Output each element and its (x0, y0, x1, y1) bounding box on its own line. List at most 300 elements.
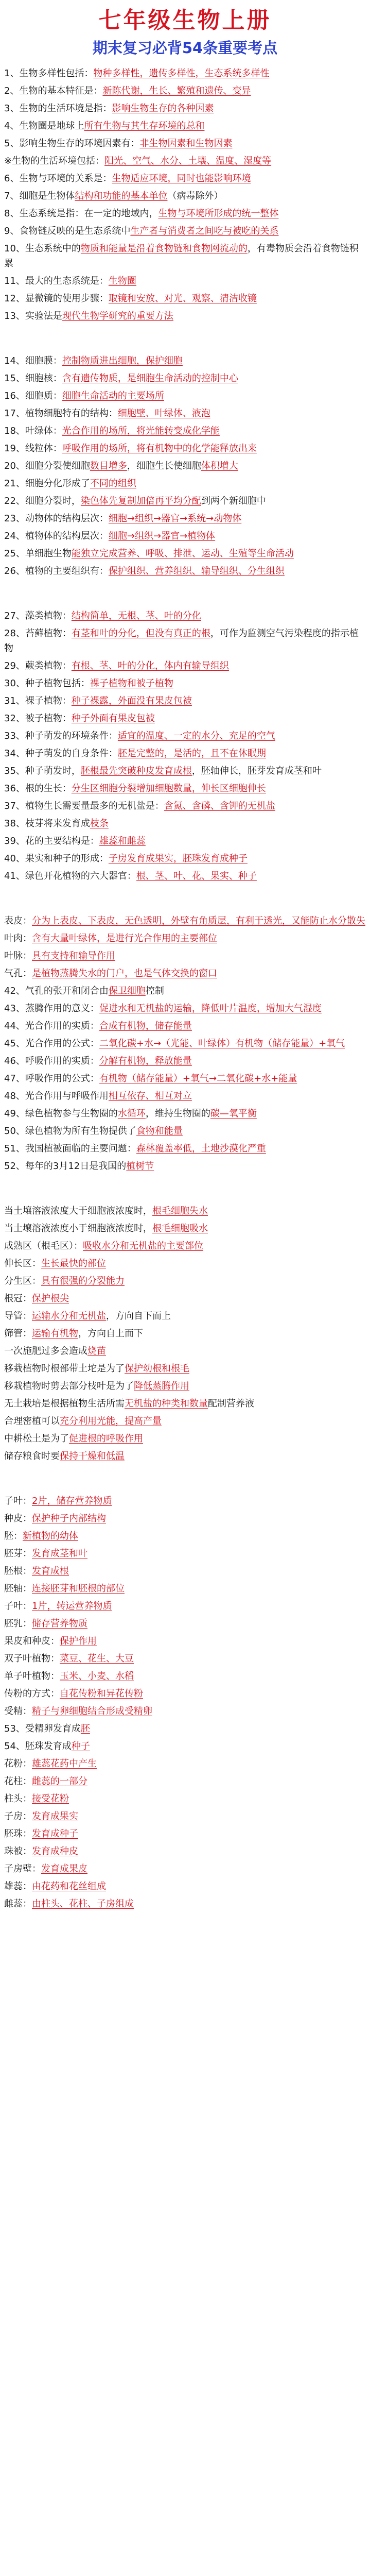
highlighted-answer: 相互依存、相互对立 (108, 1091, 192, 1101)
highlighted-answer: 适宜的温度、一定的水分、充足的空气 (117, 731, 275, 741)
knowledge-point (4, 984, 366, 998)
prompt-text: 胚轴： (4, 1583, 32, 1594)
prompt-text: 49、绿色植物参与生物圈的 (4, 1108, 118, 1119)
prompt-text: 中耕松土是为了 (4, 1433, 69, 1444)
prompt-text: 39、花的主要结构是： (4, 836, 99, 846)
prompt-text: 50、绿色植物为所有生物提供了 (4, 1126, 136, 1137)
prompt-text: 子房： (4, 1811, 32, 1822)
knowledge-point (4, 1291, 366, 1306)
knowledge-point (4, 371, 366, 386)
highlighted-answer: 连接胚芽和胚根的部位 (32, 1583, 125, 1594)
knowledge-point (4, 1581, 366, 1596)
prompt-text: 42、气孔的张开和闭合由 (4, 986, 109, 996)
highlighted-answer: 子房发育成果实，胚珠发育成种子 (108, 853, 248, 864)
prompt-text: 35、种子萌发时， (4, 766, 81, 776)
highlighted-answer: 促进水和无机盐的运输，降低叶片温度，增加大气湿度 (99, 1003, 322, 1014)
knowledge-point (4, 423, 366, 438)
prompt-text: 配制营养液 (208, 1398, 254, 1409)
knowledge-point (4, 746, 366, 761)
highlighted-answer: 取镜和安放、对光、观察、清洁收镜 (108, 293, 257, 304)
prompt-text: 种皮： (4, 1513, 32, 1524)
prompt-text: 30、种子植物包括： (4, 678, 90, 689)
knowledge-point (4, 154, 366, 168)
highlighted-answer: 发育成根 (32, 1566, 69, 1577)
knowledge-point (4, 966, 366, 981)
content-section (4, 1204, 366, 1464)
prompt-text: 储存粮食时要 (4, 1451, 60, 1462)
highlighted-answer: 控制物质进出细胞，保护细胞 (62, 355, 183, 366)
knowledge-point (4, 626, 366, 656)
highlighted-answer: 2片，储存营养物质 (32, 1496, 112, 1506)
knowledge-point (4, 658, 366, 673)
prompt-text: 胚珠： (4, 1828, 32, 1839)
prompt-text: 24、植物体的结构层次： (4, 531, 109, 541)
knowledge-point (4, 1546, 366, 1561)
prompt-text: 12、显微镜的使用步骤： (4, 293, 109, 304)
highlighted-answer: 保持干燥和低温 (60, 1451, 125, 1462)
highlighted-answer: 生长最快的部位 (41, 1258, 106, 1269)
highlighted-answer: 生物适应环境，同时也能影响环境 (112, 173, 251, 184)
highlighted-answer: 雌蕊的一部分 (32, 1776, 87, 1787)
knowledge-point (4, 546, 366, 561)
highlighted-answer: 保护作用 (60, 1636, 97, 1647)
prompt-text: 16、细胞质： (4, 391, 62, 401)
knowledge-point (4, 1686, 366, 1701)
highlighted-answer: 1片，转运营养物质 (32, 1601, 112, 1612)
content-section (4, 913, 366, 1174)
highlighted-answer: 物质和能量是沿着食物链和食物网流动的 (80, 243, 248, 254)
highlighted-answer: 光合作用的场所，将光能转变成化学能 (62, 426, 220, 436)
highlighted-answer: 胚是完整的，是活的，且不在休眠期 (117, 748, 266, 759)
knowledge-point (4, 676, 366, 691)
prompt-text: 6、生物与环境的关系是： (4, 173, 112, 184)
highlighted-answer: 具有支持和输导作用 (32, 951, 115, 961)
knowledge-point (4, 441, 366, 456)
prompt-text: 成熟区（根毛区）： (4, 1241, 83, 1251)
prompt-text: 子房壁： (4, 1863, 41, 1874)
prompt-text: 14、细胞膜： (4, 355, 62, 366)
highlighted-answer: 枝条 (90, 818, 109, 829)
highlighted-answer: 含有大量叶绿体，是进行光合作用的主要部位 (32, 933, 217, 944)
highlighted-answer: 发育成种皮 (32, 1846, 78, 1857)
knowledge-point (4, 564, 366, 579)
highlighted-answer: 接受花粉 (32, 1793, 69, 1804)
prompt-text: 45、光合作用的公式： (4, 1038, 99, 1049)
knowledge-point (4, 1669, 366, 1684)
knowledge-point (4, 1361, 366, 1376)
prompt-text: 胚乳： (4, 1618, 32, 1629)
highlighted-answer: 植树节 (126, 1161, 154, 1172)
highlighted-answer: 阳光、空气、水分、土壤、温度、湿度等 (104, 156, 272, 166)
knowledge-point (4, 118, 366, 133)
knowledge-point (4, 1141, 366, 1156)
knowledge-point (4, 1054, 366, 1069)
highlighted-answer: 含氮、含磷、含钾的无机盐 (164, 801, 275, 811)
prompt-text: ，方向自下而上 (106, 1311, 171, 1321)
prompt-text: 花柱： (4, 1776, 32, 1787)
knowledge-point (4, 353, 366, 368)
highlighted-answer: 新植物的幼体 (23, 1531, 78, 1541)
highlighted-answer: 根、茎、叶、花、果实、种子 (136, 871, 257, 882)
highlighted-answer: 种子外面有果皮包被 (71, 713, 155, 724)
page-title: 七年级生物上册 (98, 7, 272, 33)
prompt-text: 移栽植物时剪去部分枝叶是为了 (4, 1381, 134, 1392)
prompt-text: ，细胞生长使细胞 (127, 461, 201, 471)
highlighted-answer: 二氧化碳+水→（光能、叶绿体）有机物（储存能量）+氧气 (99, 1038, 345, 1049)
content-sections (4, 66, 366, 1911)
prompt-text: 11、最大的生态系统是： (4, 276, 109, 286)
knowledge-point (4, 1396, 366, 1411)
highlighted-answer: 结构和功能的基本单位 (75, 191, 168, 201)
prompt-text: 3、生物的生活环境是指： (4, 103, 112, 114)
prompt-text: ※生物的生活环境包括： (4, 156, 105, 166)
highlighted-answer: 储存营养物质 (32, 1618, 87, 1629)
knowledge-point (4, 309, 366, 324)
highlighted-answer: 细胞→组织→器官→系统→动物体 (108, 513, 242, 524)
knowledge-point (4, 494, 366, 509)
highlighted-answer: 碳—氧平衡 (210, 1108, 257, 1119)
highlighted-answer: 吸收水分和无机盐的主要部位 (83, 1241, 203, 1251)
knowledge-point (4, 764, 366, 778)
highlighted-answer: 生物圈 (108, 276, 136, 286)
prompt-text: ，维持生物圈的 (145, 1108, 210, 1119)
prompt-text: 23、动物体的结构层次： (4, 513, 109, 524)
prompt-text: 5、影响生物生存的环境因素有： (4, 138, 140, 149)
content-section (4, 66, 366, 324)
knowledge-point (4, 189, 366, 204)
knowledge-point (4, 1124, 366, 1139)
knowledge-point (4, 1896, 366, 1911)
highlighted-answer: 无机盐的种类和数量 (125, 1398, 208, 1409)
highlighted-answer: 种子 (71, 1741, 90, 1752)
prompt-text: 胚根： (4, 1566, 32, 1577)
highlighted-answer: 呼吸作用的场所，将有机物中的化学能释放出来 (62, 443, 257, 454)
knowledge-point (4, 799, 366, 814)
highlighted-answer: 具有很强的分裂能力 (41, 1276, 125, 1286)
prompt-text: 53、受精卵发育成 (4, 1723, 81, 1734)
prompt-text: 4、生物圈是地球上 (4, 121, 84, 131)
knowledge-point (4, 1344, 366, 1359)
content-section (4, 608, 366, 884)
knowledge-point (4, 1564, 366, 1579)
knowledge-point (4, 1529, 366, 1544)
highlighted-answer: 含有遗传物质，是细胞生命活动的控制中心 (62, 373, 238, 384)
knowledge-point (4, 1089, 366, 1104)
highlighted-answer: 保护幼根和根毛 (125, 1363, 189, 1374)
knowledge-point (4, 1774, 366, 1789)
highlighted-answer: 根毛细胞吸水 (152, 1223, 208, 1234)
prompt-text: 分生区： (4, 1276, 41, 1286)
prompt-text: 1、生物多样性包括： (4, 68, 94, 79)
highlighted-answer: 根毛细胞失水 (152, 1206, 208, 1216)
knowledge-point (4, 291, 366, 306)
knowledge-point (4, 1239, 366, 1253)
content-section (4, 353, 366, 579)
highlighted-answer: 能独立完成营养、呼吸、排泄、运动、生殖等生命活动 (71, 548, 294, 559)
prompt-text: 22、细胞分裂时， (4, 496, 81, 506)
prompt-text: 筛管： (4, 1328, 32, 1339)
knowledge-point (4, 206, 366, 221)
knowledge-point (4, 1826, 366, 1841)
knowledge-point (4, 711, 366, 726)
knowledge-point (4, 1106, 366, 1121)
highlighted-answer: 合成有机物，储存能量 (99, 1021, 192, 1031)
highlighted-answer: 裸子植物和被子植物 (90, 678, 173, 689)
knowledge-point (4, 274, 366, 289)
highlighted-answer: 分为上表皮、下表皮，无色透明，外壁有角质层，有利于透光，又能防止水分散失 (32, 916, 365, 926)
prompt-text: 当土壤溶液浓度小于细胞液浓度时， (4, 1223, 152, 1234)
highlighted-answer: 促进根的呼吸作用 (69, 1433, 143, 1444)
prompt-text: 柱头： (4, 1793, 32, 1804)
knowledge-point (4, 136, 366, 151)
prompt-text: ，可作为监测空气污染程度的指示植物 (4, 628, 359, 654)
page-subtitle: 期末复习必背54条重要考点 (92, 39, 278, 57)
knowledge-point (4, 931, 366, 946)
prompt-text: ，方向自上而下 (78, 1328, 143, 1339)
highlighted-answer: 保护种子内部结构 (32, 1513, 106, 1524)
highlighted-answer: 体积增大 (201, 461, 238, 471)
prompt-text: 移栽植物时根部带土坨是为了 (4, 1363, 125, 1374)
highlighted-answer: 食物和能量 (136, 1126, 183, 1137)
highlighted-answer: 染色体先复制加倍再平均分配 (80, 496, 201, 506)
highlighted-answer: 发育成果皮 (41, 1863, 87, 1874)
highlighted-answer: 分解有机物，释放能量 (99, 1056, 192, 1066)
prompt-text: 8、生态系统是指：在一定的地域内， (4, 208, 158, 219)
prompt-text: 20、细胞分裂使细胞 (4, 461, 90, 471)
knowledge-point (4, 1704, 366, 1719)
prompt-text: 7、细胞是生物体 (4, 191, 75, 201)
knowledge-point (4, 1739, 366, 1754)
highlighted-answer: 发育成种子 (32, 1828, 78, 1839)
prompt-text: ，胚轴伸长，胚芽发育成茎和叶 (191, 766, 322, 776)
knowledge-point (4, 816, 366, 831)
prompt-text: （病毒除外） (167, 191, 223, 201)
prompt-text: 10、生态系统中的 (4, 243, 81, 254)
prompt-text: 47、呼吸作用的公式： (4, 1073, 99, 1084)
highlighted-answer: 降低蒸腾作用 (134, 1381, 189, 1392)
prompt-text: 34、种子萌发的自身条件： (4, 748, 118, 759)
knowledge-point (4, 1599, 366, 1614)
highlighted-answer: 细胞→组织→器官→植物体 (108, 531, 216, 541)
prompt-text: 21、细胞分化形成了 (4, 478, 90, 489)
highlighted-answer: 水循环 (117, 1108, 146, 1119)
highlighted-answer: 细胞生命活动的主要场所 (62, 391, 164, 401)
knowledge-point (4, 1309, 366, 1324)
prompt-text: 胚芽： (4, 1548, 32, 1559)
highlighted-answer: 运输有机物 (32, 1328, 78, 1339)
knowledge-point (4, 1204, 366, 1218)
prompt-text: 19、线粒体： (4, 443, 62, 454)
knowledge-point (4, 1791, 366, 1806)
prompt-text: 无土栽培是根据植物生活所需 (4, 1398, 125, 1409)
highlighted-answer: 影响生物生存的各种因素 (112, 103, 214, 114)
prompt-text: 52、每年的3月12日是我国的 (4, 1161, 127, 1172)
highlighted-answer: 发育成茎和叶 (32, 1548, 87, 1559)
prompt-text: 9、食物链反映的是生态系统中 (4, 226, 131, 236)
prompt-text: 27、藻类植物： (4, 611, 72, 621)
prompt-text: 单子叶植物： (4, 1671, 60, 1682)
prompt-text: 花粉： (4, 1758, 32, 1769)
knowledge-point (4, 1159, 366, 1174)
highlighted-answer: 有机物（储存能量）+氧气→二氧化碳+水+能量 (99, 1073, 297, 1084)
highlighted-answer: 有茎和叶的分化，但没有真正的根 (71, 628, 210, 639)
prompt-text: 根冠： (4, 1293, 32, 1304)
knowledge-point (4, 1861, 366, 1876)
prompt-text: ，有毒物质会沿着食物链积累 (4, 243, 359, 269)
prompt-text: 48、光合作用与呼吸作用 (4, 1091, 109, 1101)
highlighted-answer: 细胞壁、叶绿体、液泡 (117, 408, 210, 419)
knowledge-point (4, 529, 366, 544)
prompt-text: 40、果实和种子的形成： (4, 853, 109, 864)
prompt-text: 叶脉： (4, 951, 32, 961)
prompt-text: 36、根的生长： (4, 783, 72, 794)
knowledge-point (4, 459, 366, 473)
highlighted-answer: 雄蕊花药中产生 (32, 1758, 97, 1769)
highlighted-answer: 森林覆盖率低，土地沙漠化严重 (136, 1143, 266, 1154)
highlighted-answer: 生物与环境所形成的统一整体 (158, 208, 279, 219)
highlighted-answer: 运输水分和无机盐 (32, 1311, 106, 1321)
knowledge-point (4, 1431, 366, 1446)
prompt-text: 伸长区： (4, 1258, 41, 1269)
knowledge-point (4, 1449, 366, 1464)
knowledge-point (4, 1001, 366, 1016)
knowledge-point (4, 851, 366, 866)
highlighted-answer: 由花药和花丝组成 (32, 1881, 106, 1892)
knowledge-point (4, 241, 366, 271)
knowledge-point (4, 834, 366, 849)
knowledge-point (4, 1071, 366, 1086)
knowledge-point (4, 1634, 366, 1649)
knowledge-point (4, 913, 366, 928)
knowledge-point (4, 101, 366, 116)
highlighted-answer: 现代生物学研究的重要方法 (62, 311, 173, 321)
prompt-text: 雄蕊： (4, 1881, 32, 1892)
knowledge-point (4, 171, 366, 186)
highlighted-answer: 保护根尖 (32, 1293, 69, 1304)
prompt-text: 表皮： (4, 916, 32, 926)
highlighted-answer: 发育成果实 (32, 1811, 78, 1822)
knowledge-point (4, 388, 366, 403)
prompt-text: 28、苔藓植物： (4, 628, 72, 639)
prompt-text: 26、植物的主要组织有： (4, 566, 109, 577)
prompt-text: 一次施肥过多会造成 (4, 1346, 87, 1357)
prompt-text: 46、呼吸作用的实质： (4, 1056, 99, 1066)
knowledge-point (4, 1494, 366, 1509)
highlighted-answer: 物种多样性，遗传多样性，生态系统多样性 (93, 68, 270, 79)
knowledge-point (4, 781, 366, 796)
prompt-text: 25、单细胞生物 (4, 548, 72, 559)
prompt-text: 15、细胞核： (4, 373, 62, 384)
prompt-text: 13、实验法是 (4, 311, 62, 321)
highlighted-answer: 保护组织、营养组织、输导组织、分生组织 (108, 566, 285, 577)
prompt-text: 37、植物生长需要量最多的无机盐是： (4, 801, 164, 811)
highlighted-answer: 数目增多 (90, 461, 127, 471)
prompt-text: 控制 (145, 986, 164, 996)
prompt-text: 54、胚珠发育成 (4, 1741, 72, 1752)
knowledge-point (4, 869, 366, 884)
highlighted-answer: 结构简单，无根、茎、叶的分化 (71, 611, 201, 621)
knowledge-point (4, 693, 366, 708)
prompt-text: 38、枝芽将来发育成 (4, 818, 90, 829)
prompt-text: 43、蒸腾作用的意义： (4, 1003, 99, 1014)
highlighted-answer: 新陈代谢，生长、繁殖和遗传、变异 (102, 86, 251, 96)
knowledge-point (4, 83, 366, 98)
knowledge-point (4, 1809, 366, 1824)
highlighted-answer: 胚根最先突破种皮发育成根 (80, 766, 192, 776)
knowledge-point (4, 608, 366, 623)
prompt-text: 51、我国植被面临的主要问题： (4, 1143, 136, 1154)
prompt-text: 子叶： (4, 1601, 32, 1612)
knowledge-point (4, 406, 366, 421)
prompt-text: 2、生物的基本特征是： (4, 86, 103, 96)
prompt-text: 29、蕨类植物： (4, 660, 72, 671)
prompt-text: 18、叶绿体： (4, 426, 62, 436)
knowledge-point (4, 1844, 366, 1859)
prompt-text: 17、植物细胞特有的结构： (4, 408, 118, 419)
prompt-text: 33、种子萌发的环境条件： (4, 731, 118, 741)
knowledge-point (4, 948, 366, 963)
knowledge-point (4, 728, 366, 743)
highlighted-answer: 自花传粉和异花传粉 (60, 1688, 143, 1699)
highlighted-answer: 所有生物与其生存环境的总和 (84, 121, 205, 131)
prompt-text: 雌蕊： (4, 1899, 32, 1909)
prompt-text: 导管： (4, 1311, 32, 1321)
knowledge-point (4, 1616, 366, 1631)
prompt-text: 当土壤溶液浓度大于细胞液浓度时， (4, 1206, 152, 1216)
prompt-text: 双子叶植物： (4, 1653, 60, 1664)
highlighted-answer: 胚 (80, 1723, 90, 1734)
prompt-text: 果皮和种皮： (4, 1636, 60, 1647)
prompt-text: 41、绿色开花植物的六大器官： (4, 871, 136, 882)
highlighted-answer: 生产者与消费者之间吃与被吃的关系 (130, 226, 279, 236)
prompt-text: 31、裸子植物： (4, 696, 72, 706)
prompt-text: 叶肉： (4, 933, 32, 944)
prompt-text: 32、被子植物： (4, 713, 72, 724)
highlighted-answer: 由柱头、花柱、子房组成 (32, 1899, 134, 1909)
knowledge-point (4, 66, 366, 81)
knowledge-point (4, 1651, 366, 1666)
prompt-text: 珠被： (4, 1846, 32, 1857)
knowledge-point (4, 1511, 366, 1526)
knowledge-point (4, 1036, 366, 1051)
highlighted-answer: 菜豆、花生、大豆 (60, 1653, 134, 1664)
knowledge-point (4, 224, 366, 239)
prompt-text: 合理密植可以 (4, 1416, 60, 1427)
highlighted-answer: 种子裸露，外面没有果皮包被 (71, 696, 192, 706)
knowledge-point (4, 1879, 366, 1894)
highlighted-answer: 雄蕊和雌蕊 (99, 836, 146, 846)
highlighted-answer: 分生区细胞分裂增加细胞数量，伸长区细胞伸长 (71, 783, 266, 794)
prompt-text: 44、光合作用的实质： (4, 1021, 99, 1031)
highlighted-answer: 烧苗 (87, 1346, 106, 1357)
content-section (4, 1494, 366, 1911)
highlighted-answer: 非生物因素和生物因素 (139, 138, 233, 149)
knowledge-point (4, 1326, 366, 1341)
knowledge-point (4, 1756, 366, 1771)
highlighted-answer: 保卫细胞 (108, 986, 146, 996)
prompt-text: 传粉的方式： (4, 1688, 60, 1699)
highlighted-answer: 不同的组织 (90, 478, 136, 489)
highlighted-answer: 有根、茎、叶的分化，体内有输导组织 (71, 660, 229, 671)
knowledge-point (4, 1379, 366, 1394)
knowledge-point (4, 1221, 366, 1236)
knowledge-point (4, 1256, 366, 1271)
highlighted-answer: 精子与卵细胞结合形成受精卵 (32, 1706, 152, 1717)
prompt-text: 到两个新细胞中 (201, 496, 266, 506)
knowledge-point (4, 476, 366, 491)
knowledge-point (4, 1414, 366, 1429)
prompt-text: 子叶： (4, 1496, 32, 1506)
